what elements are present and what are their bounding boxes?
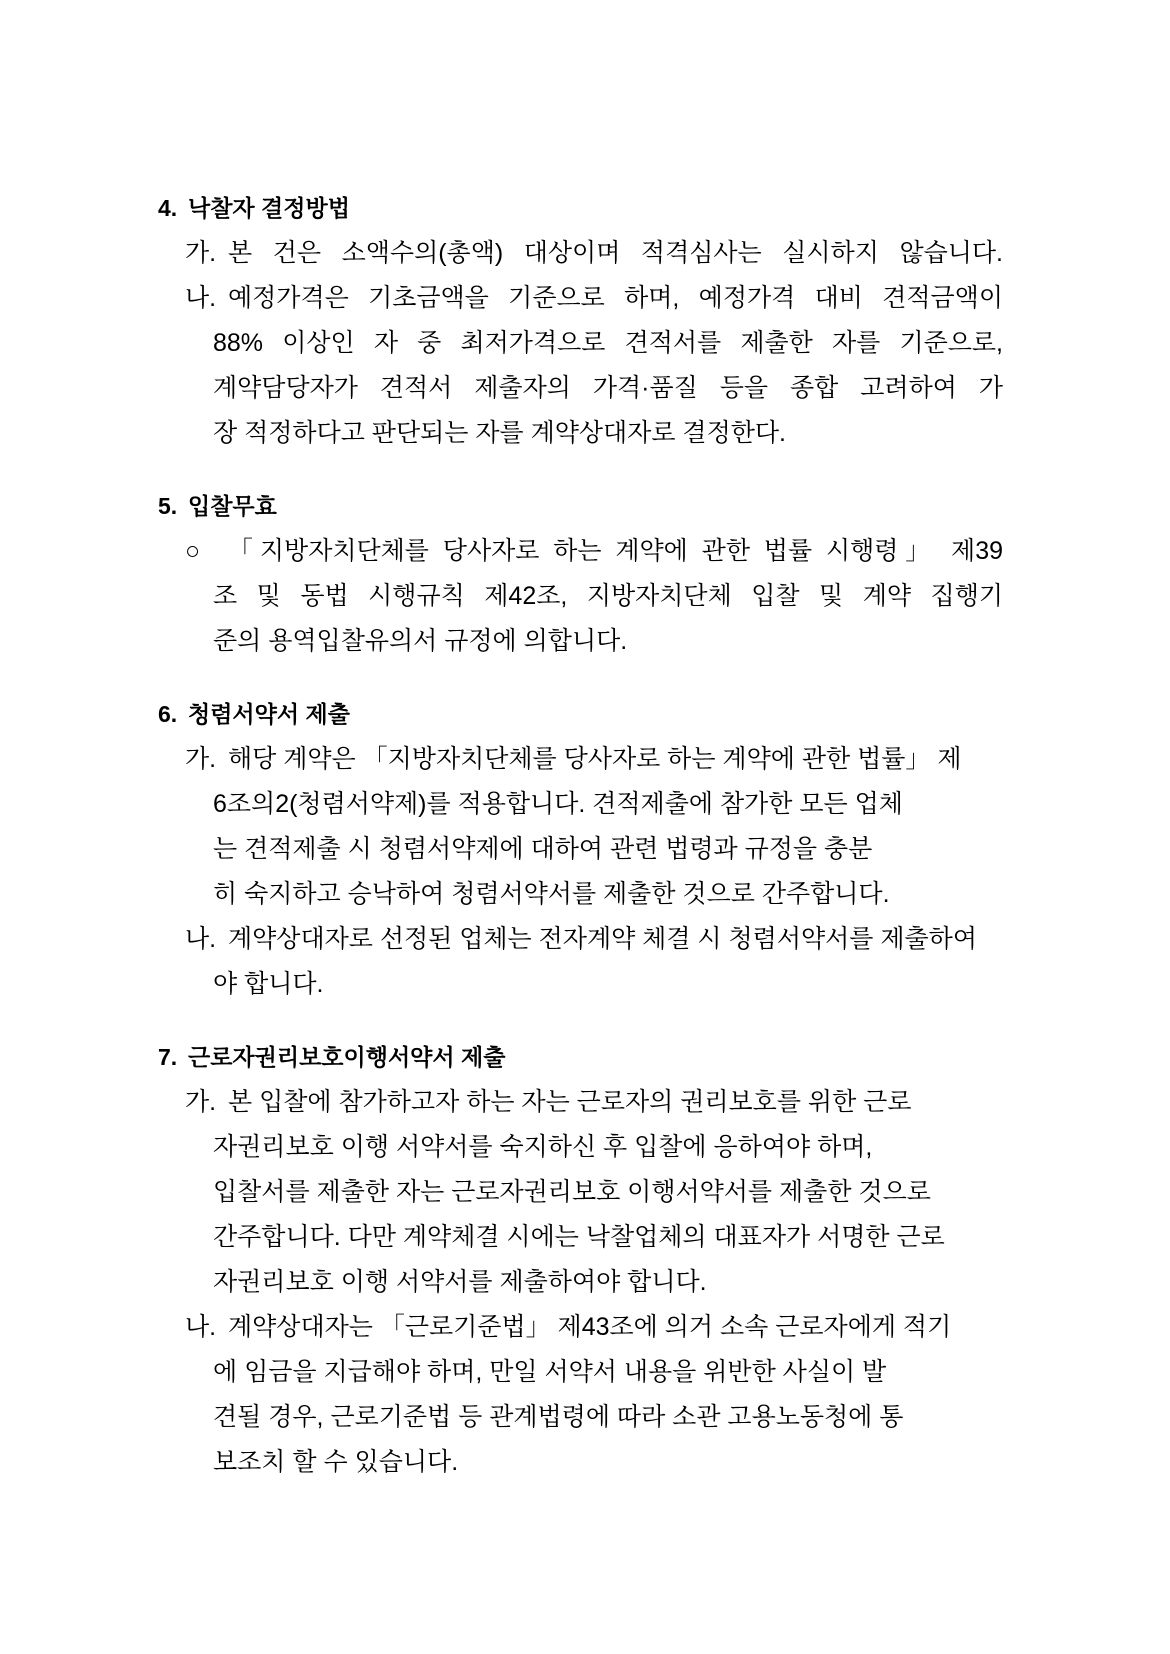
item-line: 계약담당자가 견적서 제출자의 가격·품질 등을 종합 고려하여 가 xyxy=(213,374,1003,402)
section-7 xyxy=(158,1035,1003,1485)
section-header xyxy=(158,1035,1003,1080)
section-title: 근로자권리보호이행서약서 제출 xyxy=(188,1044,506,1070)
section-5 xyxy=(158,484,1003,664)
item-line: 본 입찰에 참가하고자 하는 자는 근로자의 권리보호를 위한 근로 xyxy=(228,1088,912,1116)
item-line: 에 임금을 지급해야 하며, 만일 서약서 내용을 위반한 사실이 발 xyxy=(213,1358,887,1386)
section-title: 입찰무효 xyxy=(188,493,277,519)
item-first-line xyxy=(185,737,1003,782)
section-items xyxy=(185,231,1003,456)
item-label: 가. xyxy=(185,239,217,267)
item-label: ○ xyxy=(185,537,201,565)
list-item xyxy=(185,917,1003,1007)
list-item xyxy=(185,737,1003,917)
item-label: 가. xyxy=(185,745,217,773)
list-item xyxy=(185,1305,1003,1485)
section-header xyxy=(158,692,1003,737)
item-line: 6조의2(청렴서약제)를 적용합니다. 견적제출에 참가한 모든 업체 xyxy=(213,790,903,818)
item-label: 가. xyxy=(185,1088,217,1116)
section-header xyxy=(158,186,1003,231)
item-line: 장 적정하다고 판단되는 자를 계약상대자로 결정한다. xyxy=(213,419,786,447)
item-line: 야 합니다. xyxy=(213,970,324,998)
item-line: 계약상대자로 선정된 업체는 전자계약 체결 시 청렴서약서를 제출하여 xyxy=(228,925,977,953)
item-line: 예정가격은 기초금액을 기준으로 하며, 예정가격 대비 견적금액이 xyxy=(228,284,1003,312)
item-label: 나. xyxy=(185,1313,217,1341)
list-item xyxy=(185,276,1003,456)
section-number: 6. xyxy=(158,701,178,727)
section-items xyxy=(185,737,1003,1007)
item-line: 「지방자치단체를 당사자로 하는 계약에 관한 법률 시행령」 제39 xyxy=(228,537,1003,565)
item-line: 자권리보호 이행 서약서를 숙지하신 후 입찰에 응하여야 하며, xyxy=(213,1133,873,1161)
item-line: 입찰서를 제출한 자는 근로자권리보호 이행서약서를 제출한 것으로 xyxy=(213,1178,931,1206)
item-first-line xyxy=(185,276,1003,321)
item-line: 보조치 할 수 있습니다. xyxy=(213,1448,459,1476)
item-line: 본 건은 소액수의(총액) 대상이며 적격심사는 실시하지 않습니다. xyxy=(228,239,1003,267)
item-line: 해당 계약은 「지방자치단체를 당사자로 하는 계약에 관한 법률」 제 xyxy=(228,745,962,773)
item-line: 조 및 동법 시행규칙 제42조, 지방자치단체 입찰 및 계약 집행기 xyxy=(213,582,1003,610)
item-line: 준의 용역입찰유의서 규정에 의합니다. xyxy=(213,627,628,655)
item-line: 간주합니다. 다만 계약체결 시에는 낙찰업체의 대표자가 서명한 근로 xyxy=(213,1223,945,1251)
section-items xyxy=(185,529,1003,664)
section-number: 4. xyxy=(158,195,178,221)
item-line: 88% 이상인 자 중 최저가격으로 견적서를 제출한 자를 기준으로, xyxy=(213,329,1003,357)
list-item xyxy=(185,529,1003,664)
section-4 xyxy=(158,186,1003,456)
section-number: 5. xyxy=(158,493,178,519)
list-item xyxy=(185,1080,1003,1305)
list-item xyxy=(185,231,1003,276)
section-header xyxy=(158,484,1003,529)
item-line: 히 숙지하고 승낙하여 청렴서약서를 제출한 것으로 간주합니다. xyxy=(213,880,890,908)
item-first-line xyxy=(185,1080,1003,1125)
section-number: 7. xyxy=(158,1044,178,1070)
item-line: 계약상대자는 「근로기준법」 제43조에 의거 소속 근로자에게 적기 xyxy=(228,1313,952,1341)
section-items xyxy=(185,1080,1003,1485)
item-first-line xyxy=(185,231,1003,276)
item-line: 견될 경우, 근로기준법 등 관계법령에 따라 소관 고용노동청에 통 xyxy=(213,1403,904,1431)
section-title: 낙찰자 결정방법 xyxy=(188,195,350,221)
item-first-line xyxy=(185,917,1003,962)
item-label: 나. xyxy=(185,284,217,312)
section-title: 청렴서약서 제출 xyxy=(188,701,350,727)
item-label: 나. xyxy=(185,925,217,953)
item-line: 는 견적제출 시 청렴서약제에 대하여 관련 법령과 규정을 충분 xyxy=(213,835,873,863)
item-line: 자권리보호 이행 서약서를 제출하여야 합니다. xyxy=(213,1268,707,1296)
section-6 xyxy=(158,692,1003,1007)
item-first-line xyxy=(185,1305,1003,1350)
item-first-line xyxy=(185,529,1003,574)
